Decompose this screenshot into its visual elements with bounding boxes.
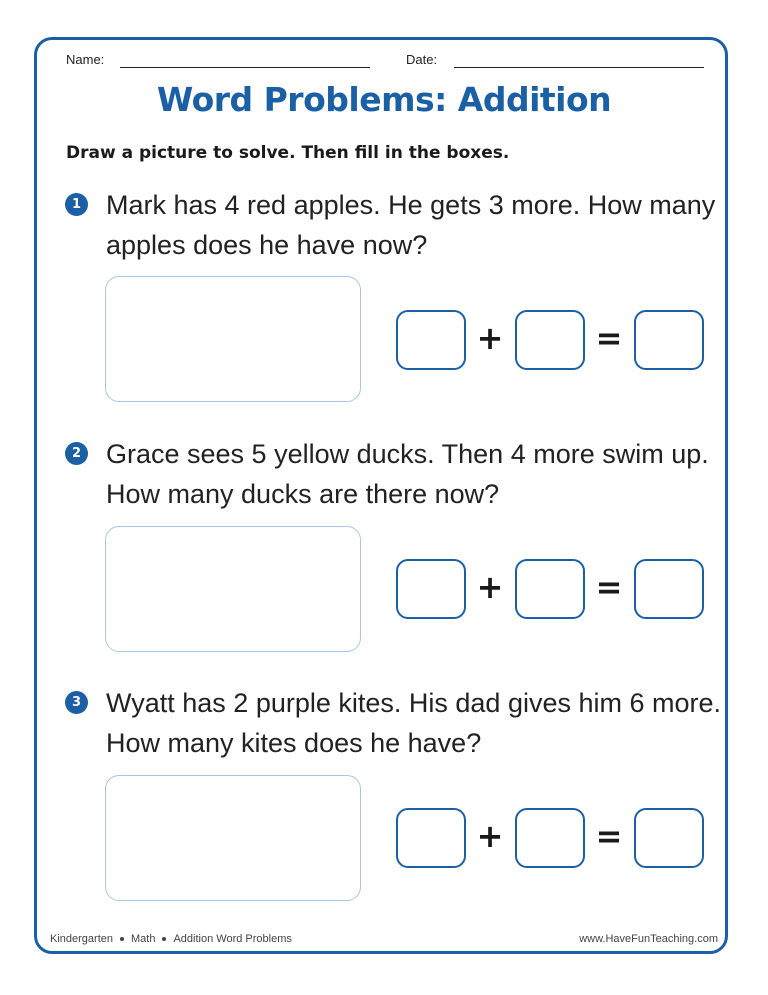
- problem-number-badge: 3: [65, 691, 88, 714]
- problem-number-badge: 2: [65, 442, 88, 465]
- bullet-icon: [120, 937, 124, 941]
- problem-text: Grace sees 5 yellow ducks. Then 4 more swim up. How many ducks are there now?: [106, 439, 709, 509]
- equals-sign: =: [595, 817, 623, 855]
- bullet-icon: [162, 937, 166, 941]
- problem-text: Mark has 4 red apples. He gets 3 more. How many apples does he have now?: [106, 190, 716, 260]
- date-label: Date:: [406, 52, 438, 67]
- name-field-line[interactable]: [120, 67, 370, 68]
- addend-2-box[interactable]: [515, 310, 585, 370]
- addend-1-box[interactable]: [396, 310, 466, 370]
- page-title: Word Problems: Addition: [156, 80, 612, 119]
- sum-box[interactable]: [634, 808, 704, 868]
- picture-drawing-box[interactable]: [105, 526, 361, 652]
- sum-box[interactable]: [634, 559, 704, 619]
- date-field-line[interactable]: [454, 67, 704, 68]
- footer-website[interactable]: www.HaveFunTeaching.com: [579, 933, 718, 945]
- plus-sign: +: [476, 568, 504, 606]
- picture-drawing-box[interactable]: [105, 775, 361, 901]
- picture-drawing-box[interactable]: [105, 276, 361, 402]
- footer-breadcrumb: [50, 933, 292, 945]
- problem-text: Wyatt has 2 purple kites. His dad gives him 6 more. How many kites does he have?: [106, 688, 722, 758]
- addend-1-box[interactable]: [396, 808, 466, 868]
- footer-crumb-grade: Kindergarten: [50, 933, 113, 945]
- name-label: Name:: [66, 52, 105, 67]
- sum-box[interactable]: [634, 310, 704, 370]
- addend-2-box[interactable]: [515, 808, 585, 868]
- problem-number-badge: 1: [65, 193, 88, 216]
- footer-crumb-topic: Addition Word Problems: [173, 933, 292, 945]
- plus-sign: +: [476, 817, 504, 855]
- equals-sign: =: [595, 319, 623, 357]
- addend-1-box[interactable]: [396, 559, 466, 619]
- equals-sign: =: [595, 568, 623, 606]
- footer-crumb-subject: Math: [131, 933, 156, 945]
- addend-2-box[interactable]: [515, 559, 585, 619]
- name-date-row: [66, 52, 706, 72]
- instructions: Draw a picture to solve. Then fill in the boxes.: [66, 143, 510, 163]
- plus-sign: +: [476, 319, 504, 357]
